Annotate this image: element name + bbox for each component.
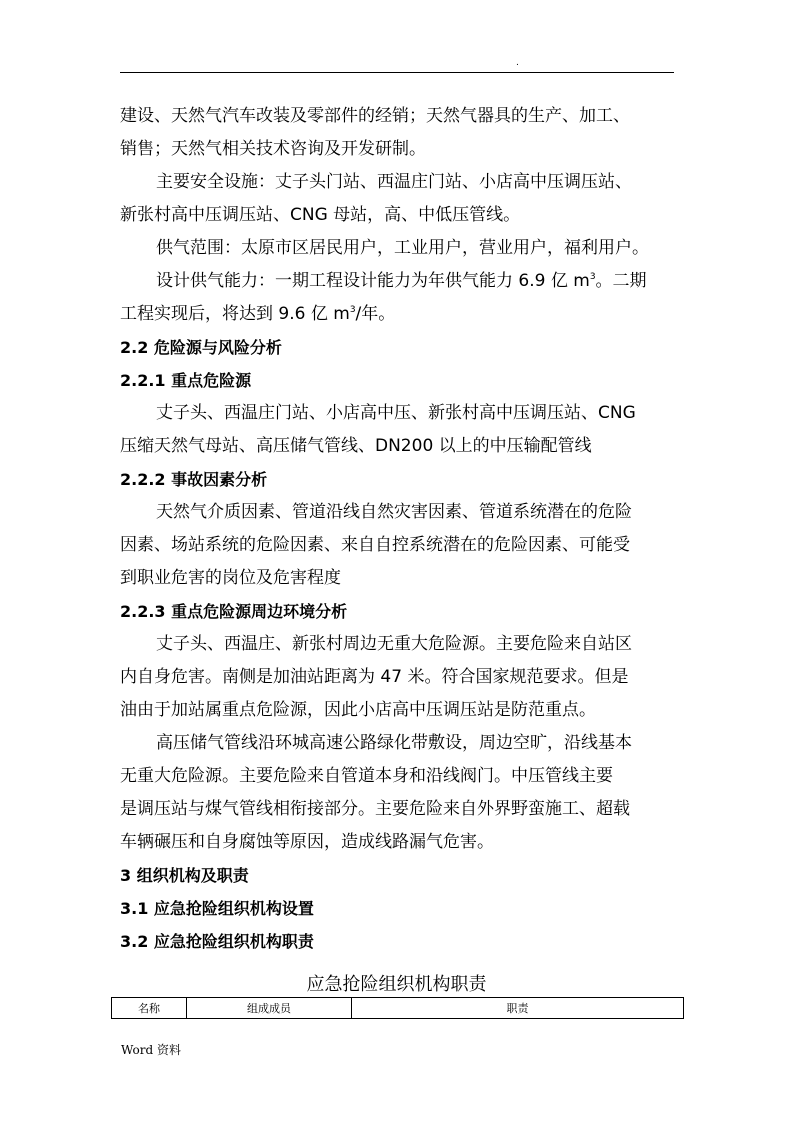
text-run: /年。 [355,304,396,324]
table-title: 应急抢险组织机构职责 [306,974,487,995]
paragraph-line: 内自身危害。南侧是加油站距离为 47 米。符合国家规范要求。但是 [120,667,629,687]
paragraph-line: 丈子头、西温庄、新张村周边无重大危险源。主要危险来自站区 [156,634,632,654]
paragraph-line: 主要安全设施：丈子头门站、西温庄门站、小店高中压调压站、 [156,172,632,192]
column-header-name: 名称 [112,998,187,1019]
document-body [120,100,680,958]
superscript: 3 [349,305,356,315]
text-run: 。二期 [595,271,647,291]
paragraph-line: 供气范围：太原市区居民用户，工业用户，营业用户，福利用户。 [156,238,649,258]
section-heading: 2.2.2 事故因素分析 [120,470,268,489]
footer-text: Word 资料 [121,1043,181,1057]
paragraph-line: 新张村高中压调压站、CNG 母站，高、中低压管线。 [120,205,521,225]
column-header-members: 组成成员 [187,998,352,1019]
header-rule [120,72,674,73]
paragraph-line: 高压储气管线沿环城高速公路绿化带敷设，周边空旷，沿线基本 [156,733,632,753]
paragraph-line: 天然气介质因素、管道沿线自然灾害因素、管道系统潜在的危险 [156,502,632,522]
section-heading: 3.1 应急抢险组织机构设置 [120,899,314,918]
section-heading: 2.2.3 重点危险源周边环境分析 [120,602,348,621]
paragraph-line [120,265,680,298]
paragraph-line: 车辆碾压和自身腐蚀等原因，造成线路漏气危害。 [120,832,494,852]
paragraph-line: 油由于加站属重点危险源，因此小店高中压调压站是防范重点。 [120,700,596,720]
paragraph-line: 销售；天然气相关技术咨询及开发研制。 [120,139,426,159]
header-mark: . [516,58,519,68]
text-run: 工程实现后，将达到 9.6 亿 m [120,304,350,324]
paragraph-line: 到职业危害的岗位及危害程度 [120,568,341,588]
duty-table [111,997,684,1019]
section-heading: 3.2 应急抢险组织机构职责 [120,932,314,951]
paragraph-line: 丈子头、西温庄门站、小店高中压、新张村高中压调压站、CNG [156,403,636,423]
paragraph-line: 压缩天然气母站、高压储气管线、DN200 以上的中压输配管线 [120,436,592,456]
section-heading: 2.2 危险源与风险分析 [120,338,282,357]
superscript: 3 [589,272,596,282]
table-header-row [112,998,684,1019]
column-header-duties: 职责 [352,998,684,1019]
paragraph-line: 无重大危险源。主要危险来自管道本身和沿线阀门。中压管线主要 [120,766,613,786]
text-run: 设计供气能力：一期工程设计能力为年供气能力 6.9 亿 m [156,271,590,291]
section-heading: 2.2.1 重点危险源 [120,371,252,390]
section-heading: 3 组织机构及职责 [120,866,249,885]
paragraph-line [120,298,680,331]
paragraph-line: 是调压站与煤气管线相衔接部分。主要危险来自外界野蛮施工、超载 [120,799,630,819]
paragraph-line: 因素、场站系统的危险因素、来自自控系统潜在的危险因素、可能受 [120,535,630,555]
paragraph-line: 建设、天然气汽车改装及零部件的经销；天然气器具的生产、加工、 [120,106,630,126]
